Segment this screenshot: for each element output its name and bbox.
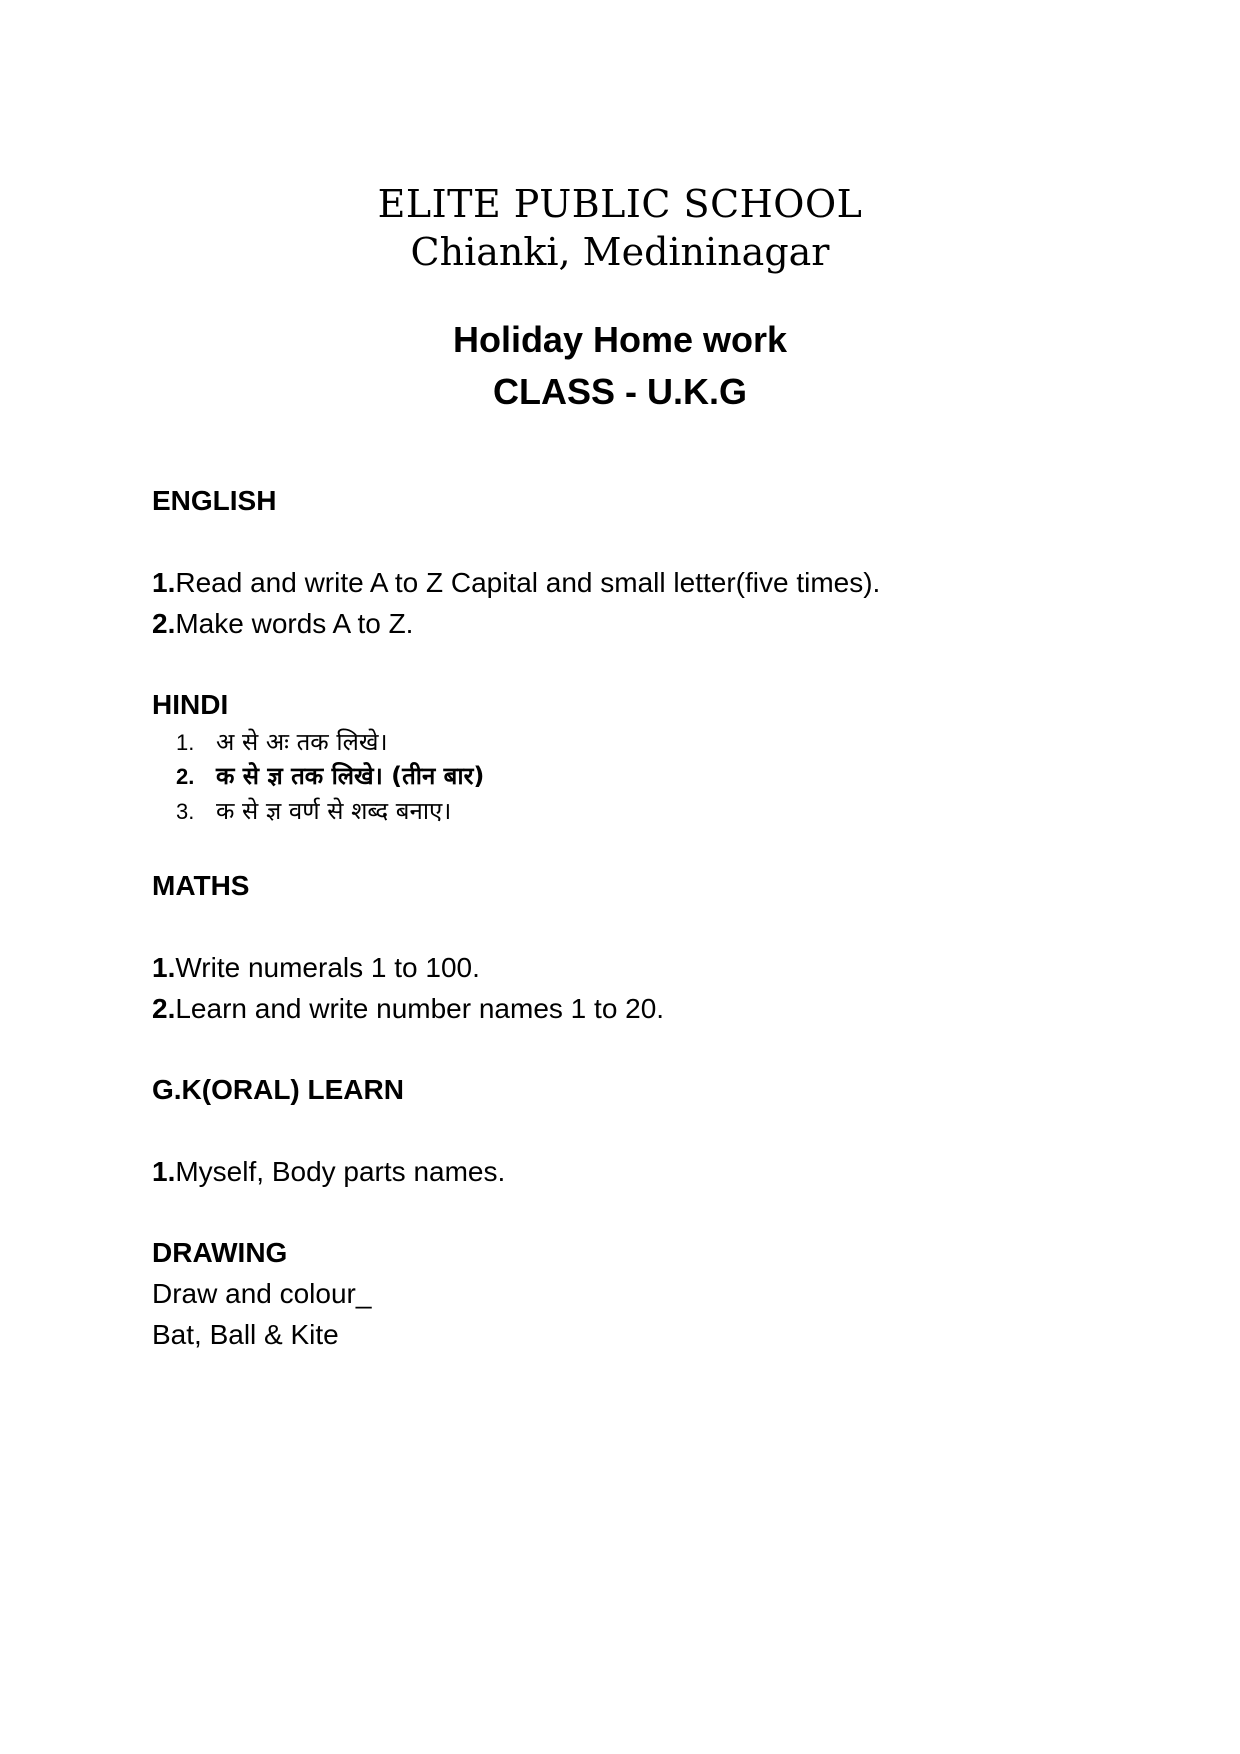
item-number: 1. — [152, 952, 176, 983]
item-number: 1. — [152, 1156, 176, 1187]
section-heading-hindi: HINDI — [152, 689, 229, 720]
item-number: 1. — [152, 567, 176, 598]
hindi-item-3 — [176, 795, 451, 828]
item-number: 1. — [176, 730, 195, 755]
item-number: 2. — [152, 608, 176, 639]
hindi-item-2 — [176, 760, 484, 793]
section-heading-drawing: DRAWING — [152, 1237, 288, 1268]
drawing-line-1: Draw and colour_ — [152, 1278, 372, 1309]
item-number: 2. — [152, 993, 176, 1024]
item-text: क से ज्ञ वर्ण से शब्द बनाए। — [216, 797, 452, 825]
item-text: क से ज्ञ तक लिखे। (तीन बार) — [216, 762, 485, 790]
item-text: Learn and write number names 1 to 20. — [175, 993, 665, 1024]
item-text: Myself, Body parts names. — [175, 1156, 506, 1187]
class-label: CLASS - U.K.G — [492, 371, 747, 412]
section-heading-gk: G.K(ORAL) LEARN — [152, 1074, 404, 1105]
gk-item-1 — [152, 1155, 505, 1189]
hindi-item-1 — [176, 726, 388, 759]
english-item-2 — [152, 607, 413, 641]
item-text: Make words A to Z. — [175, 608, 414, 639]
item-text: अ से अः तक लिखे। — [216, 728, 388, 756]
maths-item-1 — [152, 951, 480, 985]
item-text: Read and write A to Z Capital and small letter(five times). — [175, 567, 881, 598]
drawing-line-2: Bat, Ball & Kite — [152, 1319, 339, 1350]
school-location: Chianki, Medininagar — [410, 230, 830, 274]
school-name: ELITE PUBLIC SCHOOL — [377, 182, 863, 226]
maths-item-2 — [152, 992, 664, 1026]
document-title: Holiday Home work — [452, 319, 788, 360]
item-number: 3. — [176, 799, 195, 824]
item-text: Write numerals 1 to 100. — [175, 952, 480, 983]
item-number: 2. — [176, 764, 195, 789]
section-heading-maths: MATHS — [152, 870, 250, 901]
english-item-1 — [152, 566, 880, 600]
section-heading-english: ENGLISH — [152, 485, 277, 516]
